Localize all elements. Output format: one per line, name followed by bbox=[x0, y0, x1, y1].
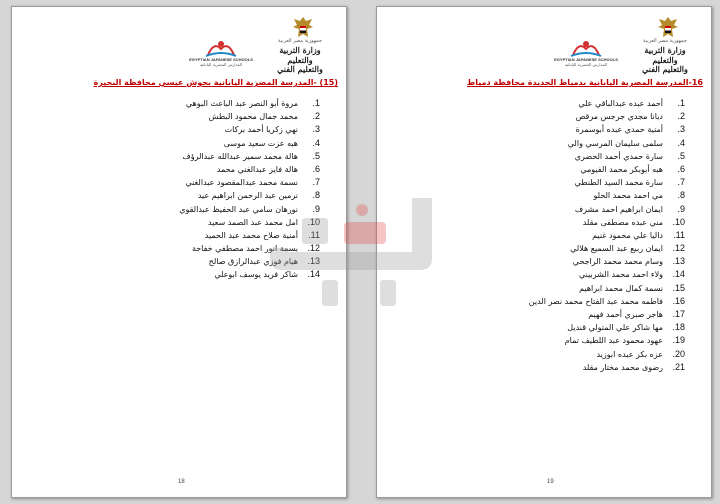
item-number: 4. bbox=[677, 137, 685, 148]
teacher-name: ولاء احمد محمد الشربيني bbox=[578, 270, 663, 280]
item-number: 14. bbox=[672, 269, 685, 280]
list-item bbox=[529, 321, 685, 334]
item-number: 12. bbox=[307, 243, 320, 254]
item-number: 7. bbox=[677, 177, 685, 188]
list-item bbox=[529, 242, 685, 255]
item-number: 1. bbox=[312, 98, 320, 108]
teacher-name: ديانا مجدي جرجس مرقص bbox=[575, 112, 663, 122]
list-item bbox=[529, 308, 685, 321]
teacher-name: رضوى محمد مختار مقلد bbox=[582, 362, 663, 372]
teacher-name: امل محمد عبد الصمد سعيد bbox=[208, 217, 298, 227]
list-item bbox=[529, 123, 685, 136]
list-item bbox=[529, 334, 685, 347]
item-number: 6. bbox=[312, 163, 320, 174]
teacher-list bbox=[529, 97, 685, 374]
teacher-name: هاجر صبري أحمد فهيم bbox=[588, 310, 663, 319]
item-number: 5. bbox=[312, 150, 320, 161]
list-item bbox=[529, 216, 685, 229]
item-number: 8. bbox=[677, 190, 685, 201]
teacher-name: هبه أبوبكر محمد الفيومي bbox=[580, 164, 663, 174]
list-item bbox=[179, 176, 320, 189]
list-item bbox=[529, 137, 685, 150]
list-item bbox=[179, 110, 320, 123]
list-item bbox=[179, 216, 320, 229]
school-title: 16-المدرسة المصرية اليابانية بدمياط الجديدة محافظة دمياط bbox=[466, 78, 703, 87]
teacher-name: أمنية صلاح محمد عبد الحميد bbox=[204, 230, 298, 240]
teacher-name: محمد جمال محمود البطش bbox=[208, 112, 298, 122]
ejs-name-ar: المدارس المصرية اليابانية bbox=[564, 62, 608, 67]
item-number: 11. bbox=[673, 229, 685, 240]
teacher-name: نورهان سامي عبد الحفيظ عبدالقوي bbox=[179, 204, 298, 214]
list-item bbox=[529, 268, 685, 281]
teacher-name: فاطمه محمد عبد الفتاح محمد نصر الدين bbox=[528, 296, 663, 306]
item-number: 15. bbox=[672, 282, 685, 293]
item-number: 10. bbox=[672, 216, 685, 227]
list-item bbox=[529, 295, 685, 308]
teacher-name: نسمة كمال محمد ابراهيم bbox=[579, 283, 663, 293]
list-item bbox=[529, 203, 685, 216]
teacher-name: أمنية حمدي عبده أبوسمرة bbox=[575, 125, 663, 135]
list-item bbox=[529, 255, 685, 268]
header-logos bbox=[186, 15, 336, 77]
teacher-name: هيام فوزي عبدالرازق صالح bbox=[208, 257, 298, 267]
list-item bbox=[179, 123, 320, 136]
list-item bbox=[179, 137, 320, 150]
item-number: 7. bbox=[312, 177, 320, 188]
ejs-mark-icon bbox=[204, 39, 238, 57]
item-number: 11. bbox=[308, 229, 320, 240]
teacher-name: مها شاكر علي المتولي قنديل bbox=[567, 323, 663, 333]
teacher-name: بسمة انور احمد مصطفي خفاجة bbox=[191, 244, 298, 254]
list-item bbox=[529, 97, 685, 110]
item-number: 1. bbox=[677, 98, 685, 108]
teacher-name: ايمان ربيع عبد السميع هلالي bbox=[570, 244, 663, 254]
list-item bbox=[529, 282, 685, 295]
item-number: 12. bbox=[672, 243, 685, 254]
teacher-name: مي احمد محمد الحلو bbox=[593, 191, 663, 201]
list-item bbox=[529, 229, 685, 242]
teacher-name: سارة حمدي أحمد الحضري bbox=[574, 151, 663, 161]
document-page-left bbox=[11, 6, 347, 498]
list-item bbox=[529, 176, 685, 189]
teacher-name: هبه عزت سعيد موسى bbox=[223, 138, 298, 148]
list-item bbox=[529, 348, 685, 361]
list-item bbox=[179, 242, 320, 255]
list-item bbox=[179, 163, 320, 176]
teacher-name: داليا علي محمود غنيم bbox=[592, 230, 663, 240]
list-item bbox=[179, 203, 320, 216]
item-number: 17. bbox=[672, 309, 685, 319]
teacher-name: سلمى سليمان المرسي والي bbox=[567, 138, 663, 148]
item-number: 9. bbox=[312, 203, 320, 214]
ministry-line-1: جمهورية مصر العربية bbox=[278, 38, 322, 44]
item-number: 2. bbox=[312, 111, 320, 122]
teacher-name: عزه بكر عبده ابوزيد bbox=[596, 349, 663, 359]
item-number: 2. bbox=[677, 111, 685, 122]
item-number: 3. bbox=[677, 124, 685, 135]
ministry-logo bbox=[268, 37, 332, 74]
list-item bbox=[529, 110, 685, 123]
page-number: 18 bbox=[178, 479, 185, 485]
page-number: 19 bbox=[547, 479, 554, 485]
item-number: 13. bbox=[672, 256, 685, 267]
ejs-name-en: EGYPTIAN JAPANESE SCHOOLS bbox=[554, 57, 618, 62]
list-item bbox=[179, 189, 320, 202]
ejs-logo bbox=[551, 39, 621, 67]
ejs-name-ar: المدارس المصرية اليابانية bbox=[199, 62, 243, 67]
header-logos bbox=[551, 15, 701, 77]
ministry-logo bbox=[633, 37, 697, 74]
teacher-name: وسام محمد محمد الراجحي bbox=[572, 257, 663, 267]
teacher-name: سارة محمد السيد الطنطي bbox=[574, 178, 663, 188]
school-title: (15) -المدرسة المصرية اليابانية بحوش عيسي محافظة البحيرة bbox=[93, 78, 338, 87]
teacher-name: نسمة محمد عبدالمقصود عبدالغني bbox=[185, 178, 298, 188]
item-number: 5. bbox=[677, 150, 685, 161]
teacher-name: ايمان ابراهيم احمد مشرف bbox=[574, 204, 663, 214]
item-number: 14. bbox=[307, 269, 320, 280]
ejs-mark-icon bbox=[569, 39, 603, 57]
teacher-name: هالة فايز عبدالغني محمد bbox=[216, 164, 298, 174]
teacher-name: هالة محمد سمير عبدالله عبدالرؤف bbox=[182, 151, 298, 161]
teacher-name: أحمد عبده عبدالباقي علي bbox=[578, 99, 663, 108]
ministry-line-3: والتعليم الفني bbox=[277, 64, 323, 74]
item-number: 19. bbox=[672, 335, 685, 346]
item-number: 13. bbox=[307, 256, 320, 267]
ministry-line-3: والتعليم الفني bbox=[642, 64, 688, 74]
item-number: 3. bbox=[312, 124, 320, 135]
item-number: 18. bbox=[672, 322, 685, 333]
teacher-name: عهود محمود عبد اللطيف تمام bbox=[564, 336, 663, 346]
item-number: 9. bbox=[677, 203, 685, 214]
teacher-list bbox=[179, 97, 320, 282]
list-item bbox=[179, 268, 320, 281]
ministry-line-1: جمهورية مصر العربية bbox=[643, 38, 687, 44]
item-number: 4. bbox=[312, 137, 320, 148]
ejs-name-en: EGYPTIAN JAPANESE SCHOOLS bbox=[189, 57, 253, 62]
item-number: 16. bbox=[672, 295, 685, 306]
list-item bbox=[529, 150, 685, 163]
teacher-name: شاكر فريد يوسف ابوعلي bbox=[214, 270, 298, 280]
list-item bbox=[179, 97, 320, 110]
list-item bbox=[179, 255, 320, 268]
list-item bbox=[179, 150, 320, 163]
item-number: 8. bbox=[312, 190, 320, 201]
teacher-name: مروة أبو النصر عبد الباعث البوهي bbox=[185, 99, 298, 108]
teacher-name: مني عبده مصطفى مقلد bbox=[582, 217, 663, 227]
item-number: 20. bbox=[672, 348, 685, 359]
list-item bbox=[529, 361, 685, 374]
list-item bbox=[179, 229, 320, 242]
teacher-name: نرمين عبد الرحمن ابراهيم عيد bbox=[197, 191, 298, 201]
ministry-line-2: وزارة التربية والتعليم bbox=[644, 45, 686, 65]
item-number: 10. bbox=[307, 216, 320, 227]
item-number: 6. bbox=[677, 163, 685, 174]
ministry-line-2: وزارة التربية والتعليم bbox=[279, 45, 321, 65]
ejs-logo bbox=[186, 39, 256, 67]
document-page-right bbox=[376, 6, 712, 498]
teacher-name: نهي زكريا أحمد بركات bbox=[224, 125, 298, 135]
list-item bbox=[529, 189, 685, 202]
list-item bbox=[529, 163, 685, 176]
item-number: 21. bbox=[672, 361, 685, 372]
